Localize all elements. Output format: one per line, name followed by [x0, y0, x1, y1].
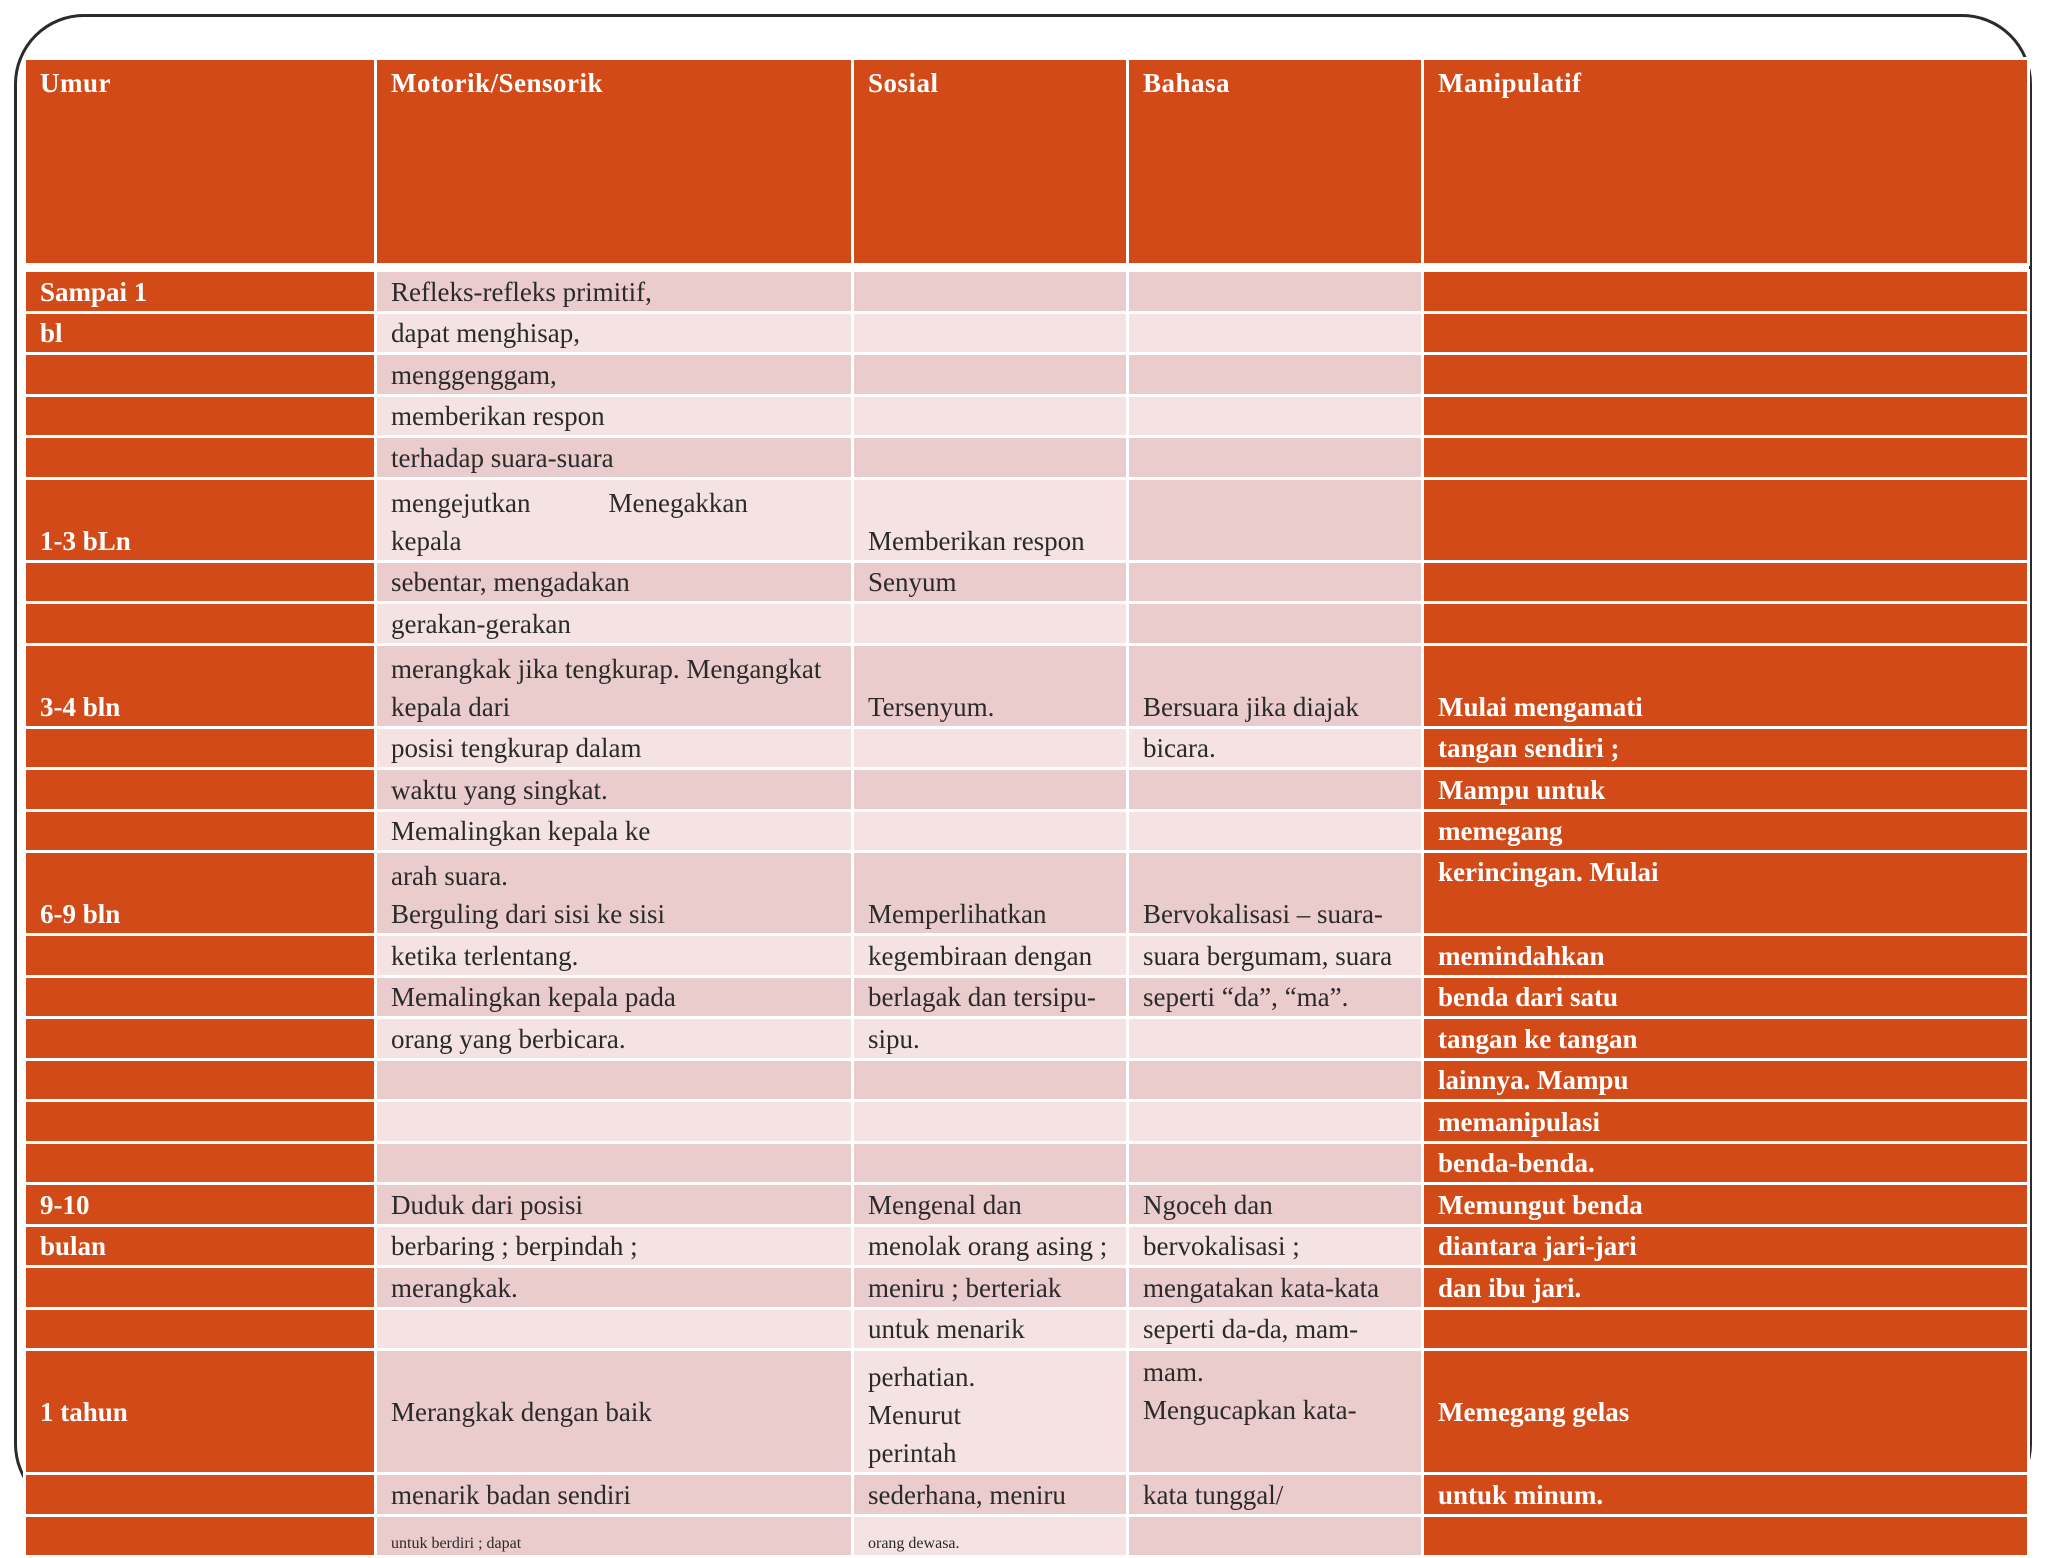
- cell-umur: [25, 1018, 376, 1060]
- cell-motorik: waktu yang singkat.: [376, 769, 853, 811]
- cell-sosial: [853, 1142, 1128, 1184]
- cell-sosial: Tersenyum.: [853, 644, 1128, 727]
- cell-text: kepala dari: [391, 691, 511, 722]
- cell-sosial: menolak orang asing ;: [853, 1225, 1128, 1267]
- cell-sosial: Mengenal dan: [853, 1184, 1128, 1226]
- cell-umur: [25, 769, 376, 811]
- cell-text: kepala: [391, 525, 462, 556]
- cell-motorik: [376, 644, 853, 727]
- table-row: [25, 354, 2029, 396]
- cell-motorik: ketika terlentang.: [376, 935, 853, 977]
- cell-sosial: [853, 769, 1128, 811]
- cell-bahasa: [1128, 354, 1423, 396]
- cell-umur: 6-9 bln: [25, 852, 376, 935]
- cell-sosial: [853, 1059, 1128, 1101]
- table-row: [25, 437, 2029, 479]
- cell-umur: [25, 437, 376, 479]
- cell-text: Berguling dari sisi ke sisi: [391, 899, 665, 929]
- cell-sosial: meniru ; berteriak: [853, 1267, 1128, 1309]
- cell-manipulatif: benda-benda.: [1423, 1142, 2029, 1184]
- cell-umur: Sampai 1: [25, 271, 376, 313]
- cell-bahasa: [1128, 1101, 1423, 1143]
- cell-manipulatif: Mampu untuk: [1423, 769, 2029, 811]
- cell-umur: bl: [25, 312, 376, 354]
- cell-motorik: [376, 852, 853, 935]
- cell-sosial: [853, 312, 1128, 354]
- cell-motorik: posisi tengkurap dalam: [376, 727, 853, 769]
- cell-motorik: sebentar, mengadakan: [376, 561, 853, 603]
- cell-motorik: Refleks-refleks primitif,: [376, 271, 853, 313]
- cell-bahasa: seperti “da”, “ma”.: [1128, 976, 1423, 1018]
- cell-bahasa: Bervokalisasi – suara-: [1128, 852, 1423, 935]
- table-row: [25, 1018, 2029, 1060]
- cell-motorik: orang yang berbicara.: [376, 1018, 853, 1060]
- cell-umur: 9-10: [25, 1184, 376, 1226]
- cell-bahasa: [1128, 1059, 1423, 1101]
- cell-motorik: [376, 1308, 853, 1350]
- cell-sosial: [853, 1101, 1128, 1143]
- cell-sosial: Senyum: [853, 561, 1128, 603]
- cell-manipulatif: Memegang gelas: [1423, 1350, 2029, 1474]
- cell-bahasa: [1128, 769, 1423, 811]
- cell-umur: bulan: [25, 1225, 376, 1267]
- table-row: [25, 1474, 2029, 1516]
- cell-bahasa: Ngoceh dan: [1128, 1184, 1423, 1226]
- cell-manipulatif: [1423, 561, 2029, 603]
- header-manipulatif: Manipulatif: [1423, 59, 2029, 265]
- cell-sosial: sederhana, meniru: [853, 1474, 1128, 1516]
- cell-motorik: untuk berdiri ; dapat: [376, 1515, 853, 1557]
- cell-sosial: Memberikan respon: [853, 478, 1128, 561]
- cell-manipulatif: [1423, 478, 2029, 561]
- cell-bahasa: [1128, 1018, 1423, 1060]
- cell-bahasa: [1128, 271, 1423, 313]
- cell-umur: [25, 354, 376, 396]
- table-row: [25, 312, 2029, 354]
- cell-motorik: Merangkak dengan baik: [376, 1350, 853, 1474]
- cell-text: mam.: [1143, 1357, 1204, 1387]
- cell-manipulatif: memindahkan: [1423, 935, 2029, 977]
- cell-bahasa: kata tunggal/: [1128, 1474, 1423, 1516]
- cell-text: perhatian.: [868, 1362, 976, 1392]
- table-row: [25, 603, 2029, 645]
- cell-manipulatif: lainnya. Mampu: [1423, 1059, 2029, 1101]
- cell-manipulatif: kerincingan. Mulai: [1423, 852, 2029, 935]
- cell-umur: [25, 1474, 376, 1516]
- cell-umur: [25, 935, 376, 977]
- cell-text: Menegakkan: [608, 487, 748, 518]
- cell-manipulatif: tangan ke tangan: [1423, 1018, 2029, 1060]
- table-row: [25, 1350, 2029, 1474]
- header-row: [25, 59, 2029, 265]
- cell-umur: [25, 1142, 376, 1184]
- cell-sosial: [853, 437, 1128, 479]
- table-row: [25, 727, 2029, 769]
- cell-umur: 1 tahun: [25, 1350, 376, 1474]
- cell-umur: 1-3 bLn: [25, 478, 376, 561]
- cell-umur: [25, 395, 376, 437]
- development-table: [23, 57, 2030, 1558]
- cell-text: arah suara.: [391, 861, 508, 891]
- cell-umur: [25, 1267, 376, 1309]
- cell-bahasa: [1128, 561, 1423, 603]
- cell-umur: [25, 1101, 376, 1143]
- table-row: [25, 561, 2029, 603]
- cell-sosial: kegembiraan dengan: [853, 935, 1128, 977]
- table-row: [25, 1225, 2029, 1267]
- cell-bahasa: Bersuara jika diajak: [1128, 644, 1423, 727]
- cell-sosial: [853, 395, 1128, 437]
- cell-bahasa: [1128, 1142, 1423, 1184]
- cell-manipulatif: [1423, 603, 2029, 645]
- cell-motorik: [376, 1101, 853, 1143]
- cell-manipulatif: [1423, 1308, 2029, 1350]
- cell-bahasa: [1128, 1350, 1423, 1474]
- table-row: [25, 976, 2029, 1018]
- cell-text: mengejutkan: [391, 487, 531, 518]
- header-sosial: Sosial: [853, 59, 1128, 265]
- cell-motorik: Memalingkan kepala ke: [376, 810, 853, 852]
- cell-manipulatif: tangan sendiri ;: [1423, 727, 2029, 769]
- cell-manipulatif: Mulai mengamati: [1423, 644, 2029, 727]
- cell-bahasa: bervokalisasi ;: [1128, 1225, 1423, 1267]
- cell-umur: [25, 810, 376, 852]
- cell-motorik: dapat menghisap,: [376, 312, 853, 354]
- cell-text: Mengucapkan kata-: [1143, 1395, 1357, 1425]
- cell-sosial: [853, 1350, 1128, 1474]
- cell-bahasa: bicara.: [1128, 727, 1423, 769]
- table-row: [25, 935, 2029, 977]
- cell-bahasa: [1128, 478, 1423, 561]
- cell-motorik: [376, 1059, 853, 1101]
- cell-motorik: [376, 1142, 853, 1184]
- table-row: [25, 644, 2029, 727]
- table-row: [25, 1267, 2029, 1309]
- table-row: [25, 769, 2029, 811]
- cell-bahasa: suara bergumam, suara: [1128, 935, 1423, 977]
- cell-bahasa: [1128, 810, 1423, 852]
- table-row: [25, 1308, 2029, 1350]
- cell-umur: [25, 1308, 376, 1350]
- cell-umur: [25, 727, 376, 769]
- cell-motorik: berbaring ; berpindah ;: [376, 1225, 853, 1267]
- cell-sosial: [853, 727, 1128, 769]
- table-row: [25, 852, 2029, 935]
- cell-motorik: merangkak.: [376, 1267, 853, 1309]
- cell-umur: [25, 603, 376, 645]
- cell-manipulatif: [1423, 395, 2029, 437]
- cell-bahasa: [1128, 395, 1423, 437]
- cell-sosial: [853, 271, 1128, 313]
- cell-manipulatif: Memungut benda: [1423, 1184, 2029, 1226]
- cell-umur: [25, 1059, 376, 1101]
- cell-manipulatif: [1423, 437, 2029, 479]
- table-row: [25, 395, 2029, 437]
- header-bahasa: Bahasa: [1128, 59, 1423, 265]
- table-row: [25, 1101, 2029, 1143]
- cell-sosial: untuk menarik: [853, 1308, 1128, 1350]
- cell-sosial: sipu.: [853, 1018, 1128, 1060]
- cell-motorik: Duduk dari posisi: [376, 1184, 853, 1226]
- cell-manipulatif: [1423, 312, 2029, 354]
- cell-bahasa: [1128, 437, 1423, 479]
- cell-motorik: Memalingkan kepala pada: [376, 976, 853, 1018]
- cell-motorik: menggenggam,: [376, 354, 853, 396]
- cell-manipulatif: [1423, 354, 2029, 396]
- cell-motorik: gerakan-gerakan: [376, 603, 853, 645]
- cell-sosial: Memperlihatkan: [853, 852, 1128, 935]
- cell-manipulatif: untuk minum.: [1423, 1474, 2029, 1516]
- cell-umur: [25, 561, 376, 603]
- cell-bahasa: mengatakan kata-kata: [1128, 1267, 1423, 1309]
- cell-sosial: [853, 603, 1128, 645]
- table-row: [25, 1142, 2029, 1184]
- cell-sosial: berlagak dan tersipu-: [853, 976, 1128, 1018]
- cell-manipulatif: memanipulasi: [1423, 1101, 2029, 1143]
- cell-manipulatif: diantara jari-jari: [1423, 1225, 2029, 1267]
- cell-motorik: terhadap suara-suara: [376, 437, 853, 479]
- header-motorik: Motorik/Sensorik: [376, 59, 853, 265]
- cell-bahasa: [1128, 603, 1423, 645]
- header-umur: Umur: [25, 59, 376, 265]
- cell-umur: [25, 976, 376, 1018]
- table-row: [25, 810, 2029, 852]
- cell-text: merangkak jika tengkurap. Mengangkat: [391, 653, 822, 684]
- cell-motorik: menarik badan sendiri: [376, 1474, 853, 1516]
- cell-text: Menurut: [868, 1400, 961, 1430]
- table-row: [25, 478, 2029, 561]
- cell-manipulatif: dan ibu jari.: [1423, 1267, 2029, 1309]
- cell-sosial: [853, 810, 1128, 852]
- cell-motorik: [376, 478, 853, 561]
- cell-manipulatif: [1423, 271, 2029, 313]
- cell-umur: 3-4 bln: [25, 644, 376, 727]
- cell-sosial: [853, 354, 1128, 396]
- cell-manipulatif: benda dari satu: [1423, 976, 2029, 1018]
- table-row: [25, 1184, 2029, 1226]
- table-row: [25, 271, 2029, 313]
- cell-text: perintah: [868, 1438, 957, 1468]
- cell-manipulatif: memegang: [1423, 810, 2029, 852]
- cell-motorik: memberikan respon: [376, 395, 853, 437]
- table-row: [25, 1059, 2029, 1101]
- cell-bahasa: seperti da-da, mam-: [1128, 1308, 1423, 1350]
- cell-bahasa: [1128, 312, 1423, 354]
- cell-sosial: orang dewasa.: [853, 1515, 1128, 1557]
